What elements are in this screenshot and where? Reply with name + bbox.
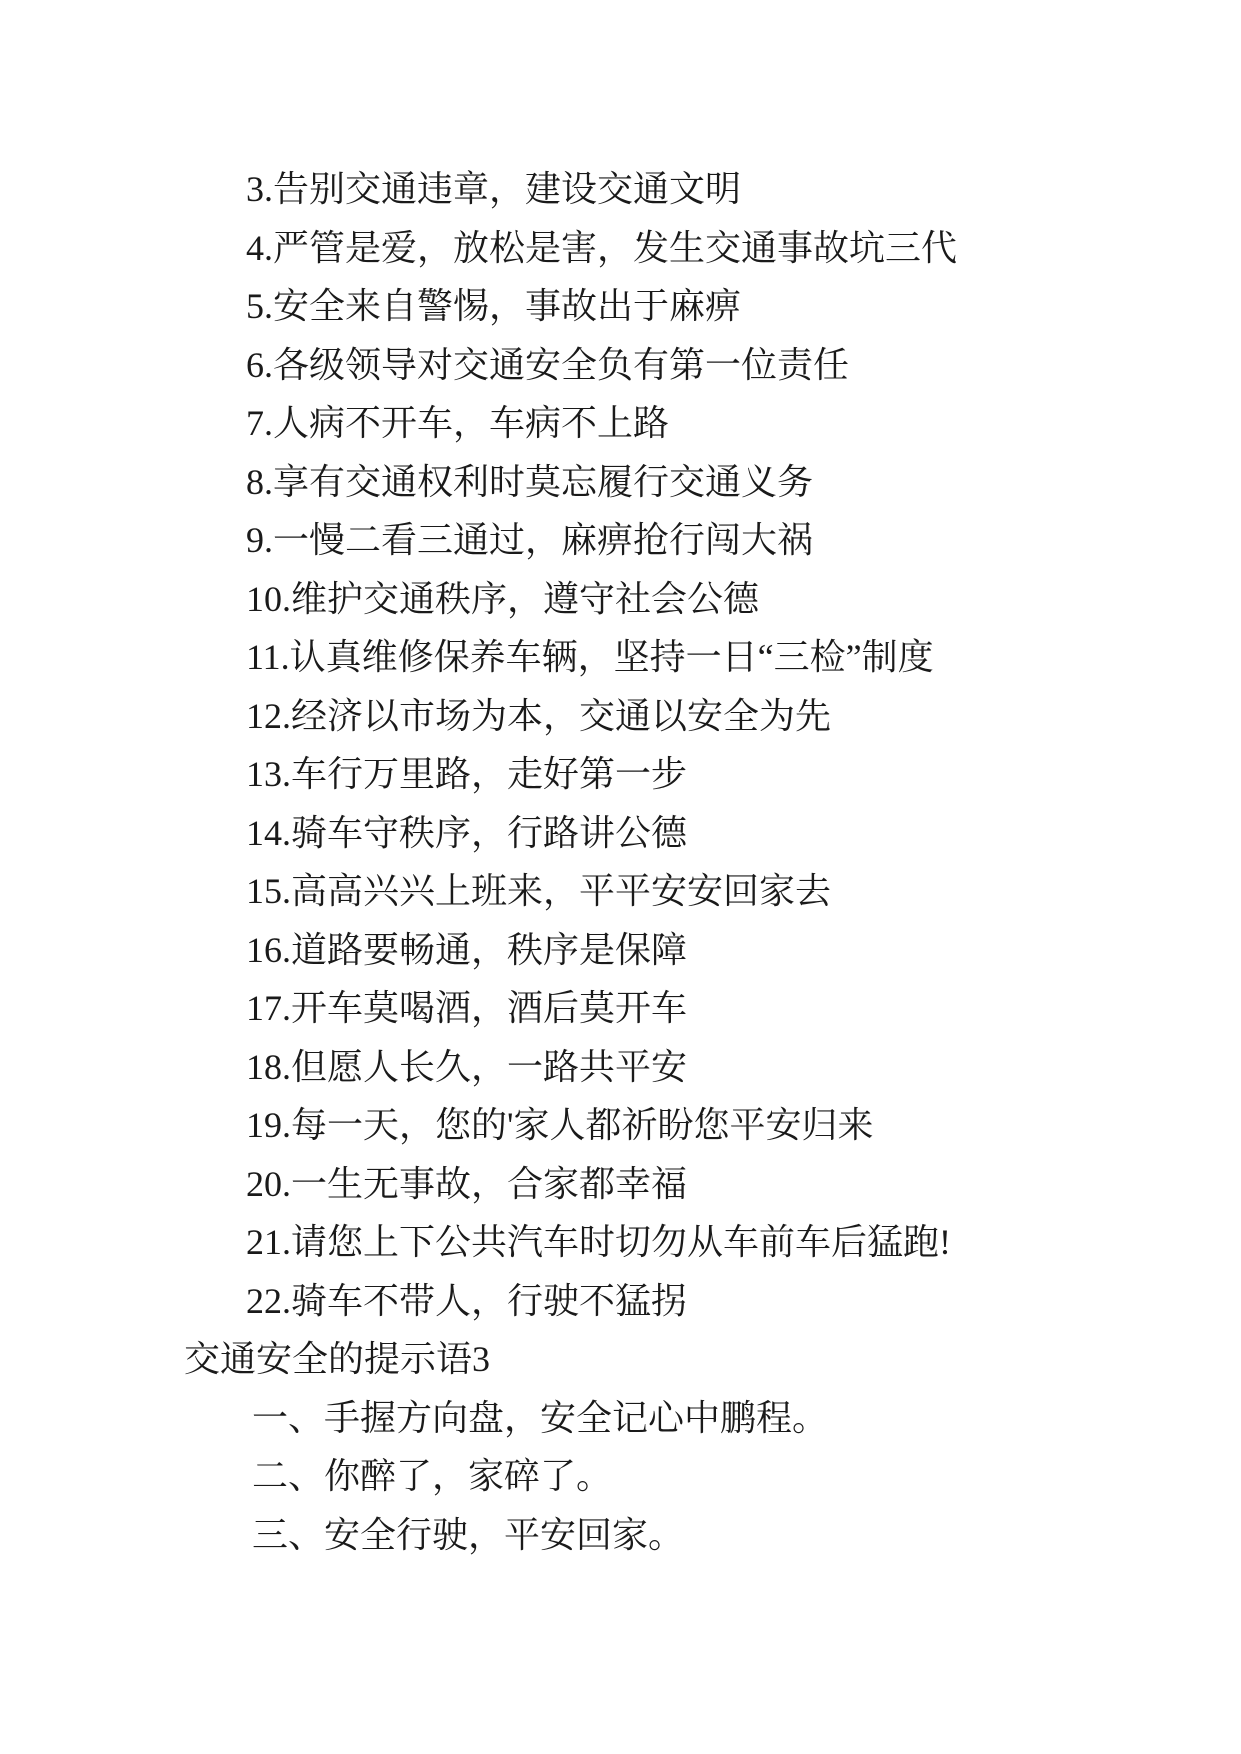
- list-item: 4.严管是爱，放松是害，发生交通事故坑三代: [246, 227, 958, 268]
- list-item: 22.骑车不带人，行驶不猛拐: [246, 1280, 688, 1321]
- list-item: 10.维护交通秩序，遵守社会公德: [246, 578, 760, 619]
- list-item: 三、安全行驶，平安回家。: [252, 1514, 685, 1555]
- list-item: 3.告别交通违章，建设交通文明: [246, 169, 742, 209]
- list-item: 8.享有交通权利时莫忘履行交通义务: [246, 461, 814, 502]
- list-item: 19.每一天，您的'家人都祈盼您平安归来: [246, 1105, 874, 1145]
- list-item: 13.车行万里路，走好第一步: [246, 754, 688, 794]
- list-item: 二、你醉了，家碎了。: [252, 1456, 613, 1496]
- list-item: 21.请您上下公共汽车时切勿从车前车后猛跑!: [246, 1222, 951, 1262]
- list-item: 11.认真维修保养车辆，坚持一日“三检”制度: [246, 637, 934, 677]
- list-item: 16.道路要畅通，秩序是保障: [246, 929, 688, 970]
- list-item: 18.但愿人长久，一路共平安: [246, 1046, 688, 1087]
- list-item: 9.一慢二看三通过，麻痹抢行闯大祸: [246, 520, 814, 560]
- section-heading: 交通安全的提示语3: [184, 1339, 491, 1379]
- list-item: 5.安全来自警惕，事故出于麻痹: [246, 286, 742, 326]
- list-item: 20.一生无事故，合家都幸福: [246, 1163, 688, 1204]
- list-item: 15.高高兴兴上班来，平平安安回家去: [246, 871, 832, 911]
- list-item: 一、手握方向盘，安全记心中鹏程。: [252, 1397, 829, 1438]
- list-item: 17.开车莫喝酒，酒后莫开车: [246, 988, 688, 1028]
- list-item: 12.经济以市场为本，交通以安全为先: [246, 695, 832, 736]
- list-item: 14.骑车守秩序，行路讲公德: [246, 812, 688, 853]
- list-item: 7.人病不开车，车病不上路: [246, 403, 670, 443]
- list-item: 6.各级领导对交通安全负有第一位责任: [246, 344, 850, 385]
- document-content: [184, 160, 1191, 1564]
